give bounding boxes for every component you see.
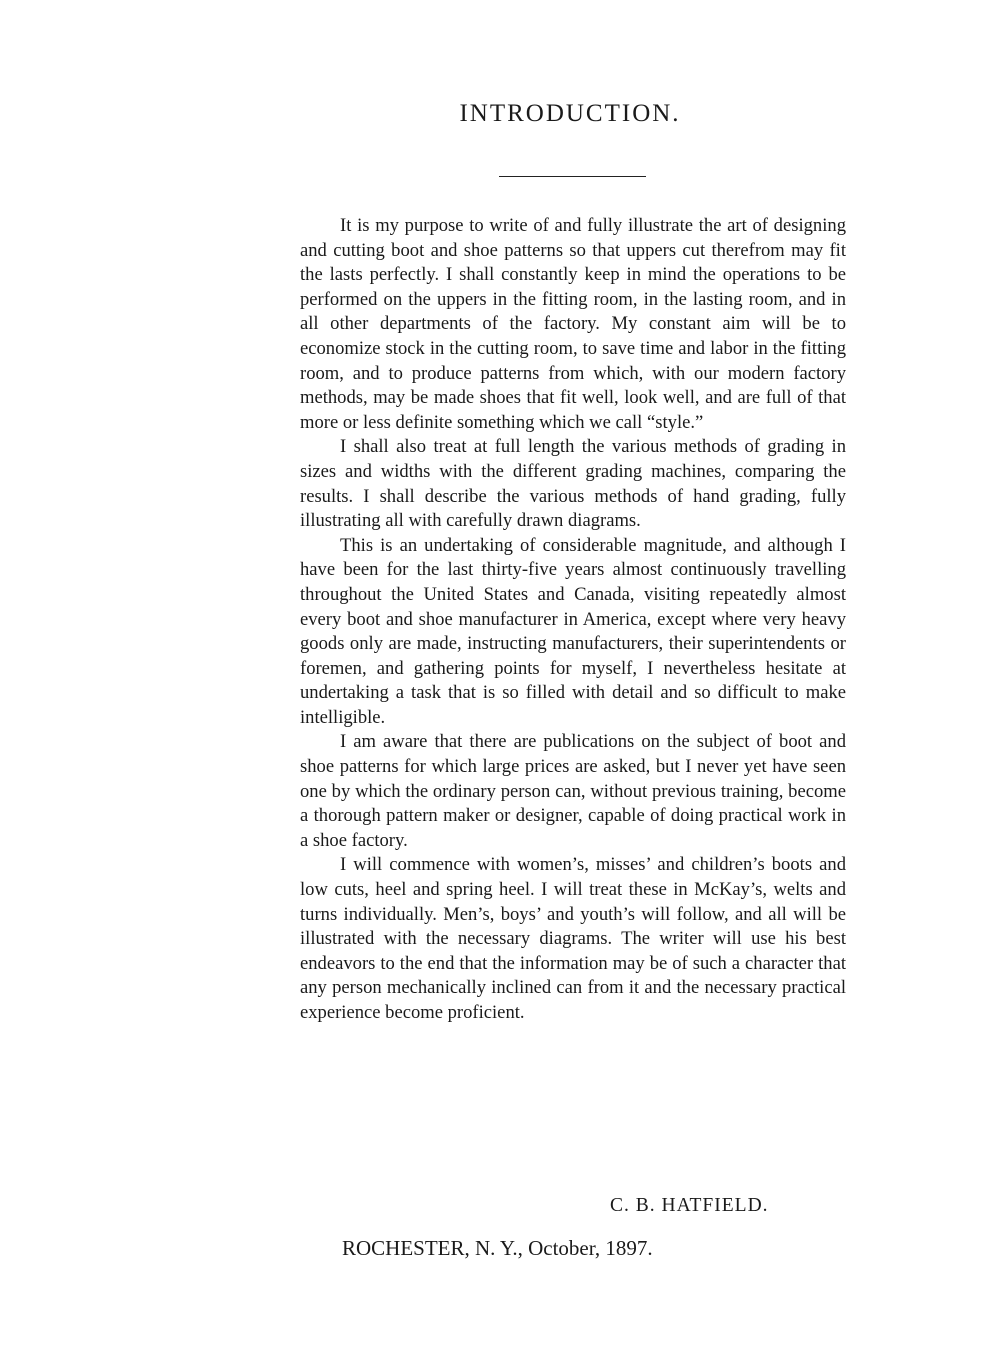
- title-divider: [499, 176, 646, 177]
- paragraph-purpose: It is my purpose to write of and fully illustrate the art of designing and cutting boot and shoe patterns so that uppers cut therefrom may fit the lasts perfectly. I shall constantly keep in mind the operations to be performed on the uppers in the fitting room, in the lasting room, and in all other departments of the factory. My constant aim will be to economize stock in the cutting room, to save time and labor in the fitting room, and to produce patterns from which, with our modern factory methods, may be made shoes that fit well, look well, and are full of that more or less definite something which we call “style.”: [300, 215, 846, 433]
- page-title: INTRODUCTION.: [459, 100, 681, 127]
- paragraph-undertaking: This is an undertaking of considerable magnitude, and although I have been for the last thirty-five years almost continuously travelling throughout the United States and Canada, visiting repeatedly almost every boot and shoe manufacturer in America, except where very heavy goods only are made, instructing manufacturers, their superintendents or foremen, and gathering points for myself, I nevertheless hesitate at undertaking a task that is so filled with detail and so difficult to make intelligible.: [300, 534, 846, 728]
- author-signature: C. B. HATFIELD.: [610, 1195, 769, 1216]
- paragraph-publications: I am aware that there are publications on the subject of boot and shoe patterns for which large prices are asked, but I never yet have seen one by which the ordinary person can, without previous training, become a thorough pattern maker or designer, capable of doing practical work in a shoe factory.: [300, 731, 846, 851]
- place-and-date: ROCHESTER, N. Y., October, 1897.: [342, 1236, 653, 1260]
- paragraph-plan: I will commence with women’s, misses’ and children’s boots and low cuts, heel and spring heel. I will treat these in McKay’s, welts and turns individually. Men’s, boys’ and youth’s will follow, and all will be illustrated with the necessary diagrams. The writer will use his best endeavors to the end that the information may be of such a character that any person mechanically inclined can from it and the necessary practical experience become proficient.: [300, 854, 846, 1023]
- introduction-body: [300, 214, 846, 1026]
- paragraph-grading: I shall also treat at full length the various methods of grading in sizes and widths with the different grading machines, comparing the results. I shall describe the various methods of hand grading, fully illustrating all with carefully drawn diagrams.: [300, 436, 846, 532]
